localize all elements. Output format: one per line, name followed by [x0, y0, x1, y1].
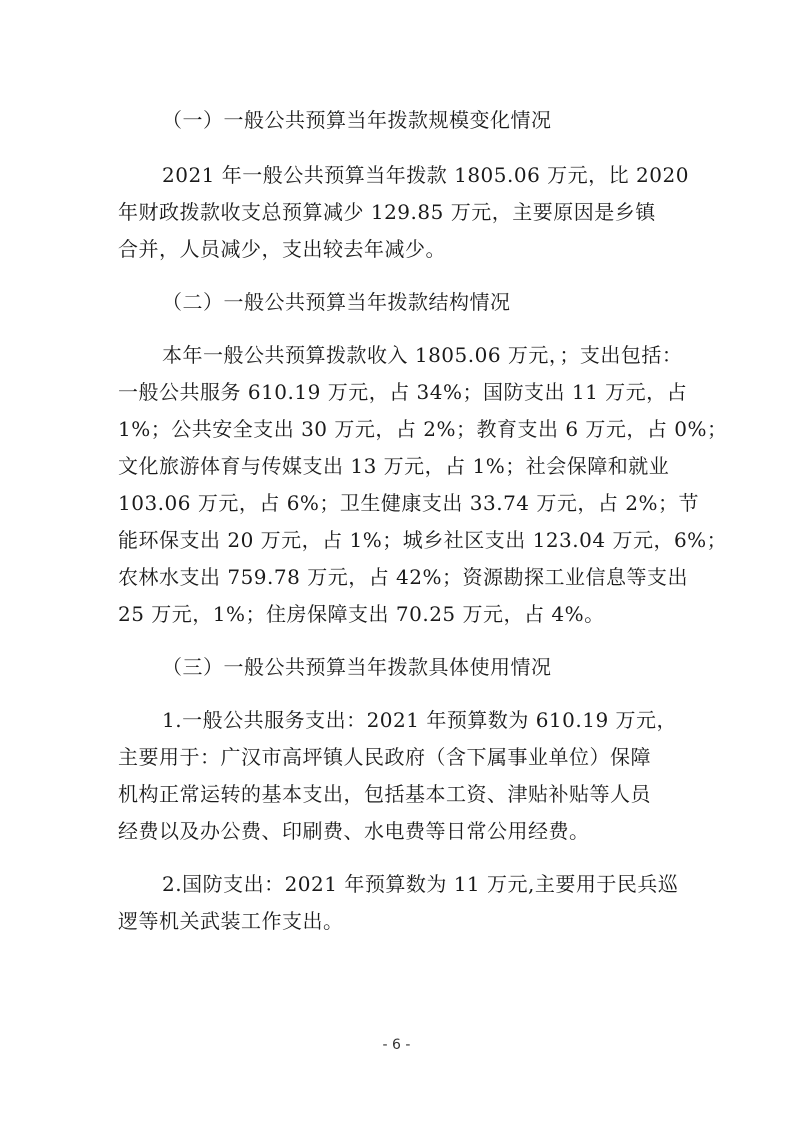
section-heading-3: （三）一般公共预算当年拨款具体使用情况: [162, 655, 552, 679]
paragraph-line: 合并，人员减少，支出较去年减少。: [118, 237, 446, 261]
paragraph-line: 农林水支出 759.78 万元，占 42%；资源勘探工业信息等支出: [118, 565, 689, 589]
section-heading-1: （一）一般公共预算当年拨款规模变化情况: [162, 108, 552, 132]
paragraph-line: 经费以及办公费、印刷费、水电费等日常公用经费。: [118, 819, 590, 843]
paragraph-line: 1%；公共安全支出 30 万元，占 2%；教育支出 6 万元，占 0%；: [118, 417, 728, 441]
paragraph-line: 1.一般公共服务支出：2021 年预算数为 610.19 万元，: [162, 708, 678, 732]
paragraph-line: 25 万元，1%；住房保障支出 70.25 万元，占 4%。: [118, 602, 605, 626]
paragraph-line: 本年一般公共预算拨款收入 1805.06 万元，；支出包括：: [162, 343, 683, 367]
paragraph-line: 2.国防支出：2021 年预算数为 11 万元,主要用于民兵巡: [162, 872, 679, 896]
paragraph-line: 2021 年一般公共预算当年拨款 1805.06 万元，比 2020: [162, 163, 689, 187]
paragraph-line: 能环保支出 20 万元，占 1%；城乡社区支出 123.04 万元，6%；: [118, 528, 728, 552]
paragraph-line: 文化旅游体育与传媒支出 13 万元，占 1%；社会保障和就业: [118, 454, 670, 478]
page-number: - 6 -: [382, 1037, 411, 1053]
document-body: [118, 102, 728, 940]
paragraph-line: 机构正常运转的基本支出，包括基本工资、津贴补贴等人员: [118, 782, 651, 806]
section-3-item-2: [118, 866, 678, 940]
section-2-paragraph: [118, 337, 728, 633]
paragraph-line: 103.06 万元，占 6%；卫生健康支出 33.74 万元，占 2%；节: [118, 491, 699, 515]
paragraph-line: 一般公共服务 610.19 万元，占 34%；国防支出 11 万元，占: [118, 380, 688, 404]
paragraph-line: 主要用于：广汉市高坪镇人民政府（含下属事业单位）保障: [118, 745, 651, 769]
paragraph-line: 年财政拨款收支总预算减少 129.85 万元，主要原因是乡镇: [118, 200, 656, 224]
section-heading-2: （二）一般公共预算当年拨款结构情况: [162, 290, 511, 314]
section-3-item-1: [118, 702, 678, 850]
paragraph-line: 逻等机关武装工作支出。: [118, 909, 344, 933]
section-1-paragraph: [118, 157, 689, 268]
